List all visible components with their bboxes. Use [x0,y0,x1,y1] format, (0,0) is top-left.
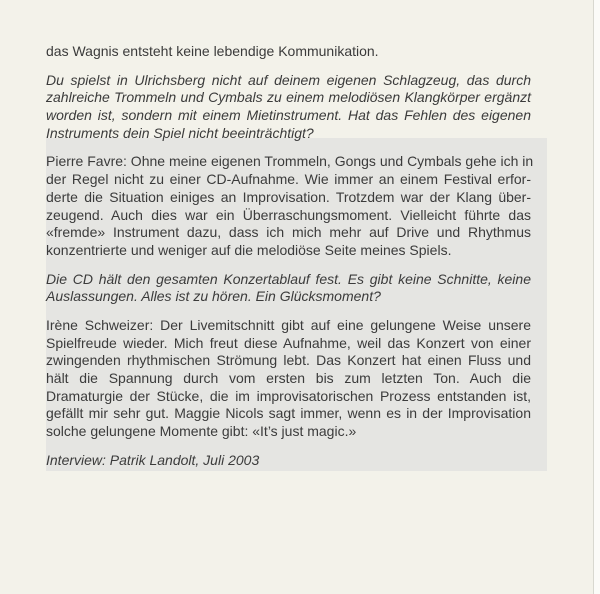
text-line: konzentrierte und weniger auf die melodiöse Seite meines Spiels. [46,241,452,258]
text-line: der Regel nicht zu einer CD-Aufnahme. Wie immer an einem Festival erfor- [46,171,531,188]
text-line: das Wagnis entsteht keine lebendige Kommunikation. [46,43,379,59]
text-line: gefällt mir sehr gut. Maggie Nicols sagt immer, wenn es in der Improvisation [46,405,531,422]
text-line: Pierre Favre: Ohne meine eigenen Trommeln, Gongs und Cymbals gehe ich in [46,153,534,170]
text-line: solche gelungene Momente gibt: «It’s just magic.» [46,423,357,440]
text-line: Auslassungen. Alles ist zu hören. Ein Glücksmoment? [46,288,381,305]
text-line: zeugend. Auch dies war ein Überraschungsmoment. Vielleicht führte das [46,206,531,223]
interview-question [46,271,531,306]
text-line: «fremde» Instrument dazu, dass ich mich mehr auf Drive und Rhythmus [46,224,531,241]
text-line: zahlreiche Trommeln und Cymbals zu einem melodiösen Klangkörper ergänzt [46,89,531,106]
interview-answer [46,43,531,61]
text-line: worden ist, sondern mit einem Mietinstrument. Hat das Fehlen des eigenen [46,107,531,124]
text-line: Irène Schweizer: Der Livemitschnitt gibt auf eine gelungene Weise unsere [46,316,531,333]
text-line: Interview: Patrik Landolt, Juli 2003 [46,451,260,468]
text-line: Dramaturgie der Stücke, die im improvisatorischen Prozess entstanden ist, [46,387,531,404]
text-line: derte die Situation einiges an Improvisation. Trotzdem war der Klang über- [46,188,531,205]
text-line: Du spielst in Ulrichsberg nicht auf deinem eigenen Schlagzeug, das durch [46,71,531,88]
interview-text [46,43,534,480]
text-line: Instruments dein Spiel nicht beeinträchtigt? [46,124,314,141]
text-line: Spielfreude wieder. Mich freut diese Aufnahme, weil das Konzert von einer [46,334,531,351]
text-line: Die CD hält den gesamten Konzertablauf fest. Es gibt keine Schnitte, keine [46,270,531,287]
interview-question [46,72,531,143]
text-line: zwingenden rhythmischen Strömung lebt. Das Konzert hat einen Fluss und [46,352,531,369]
text-line: hält die Spannung durch vom ersten bis zum letzten Ton. Auch die [46,370,531,386]
interview-question [46,452,531,470]
interview-answer [46,153,534,259]
page-edge [593,0,600,594]
interview-answer [46,317,531,441]
